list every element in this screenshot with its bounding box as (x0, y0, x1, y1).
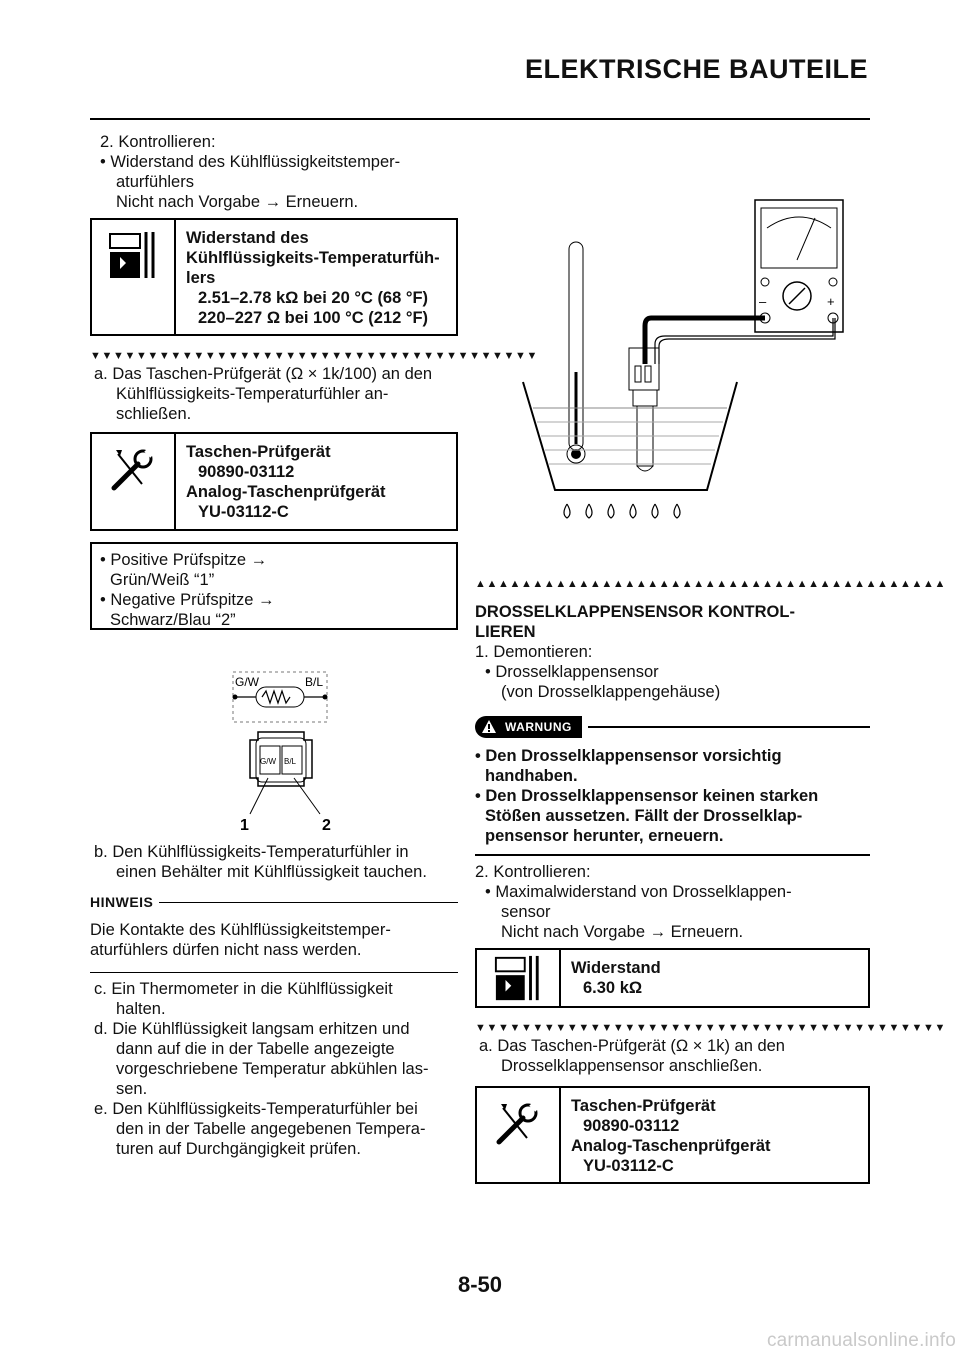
note-divider (90, 972, 458, 973)
spec-label: lers (186, 269, 216, 287)
probe-positive: • Positive Prüfspitze → (100, 551, 268, 569)
connector-diagram (90, 630, 458, 840)
meter-minus: – (759, 294, 767, 309)
step-2-bullet: • Maximalwiderstand von Drosselklappen- (485, 883, 792, 901)
step-1-bullet-cont: (von Drosselklappengehäuse) (501, 683, 721, 701)
step-a: a. Das Taschen-Prüfgerät (Ω × 1k) an den (479, 1037, 785, 1055)
step-d: d. Die Kühlflüssigkeit langsam erhitzen und (94, 1020, 410, 1038)
probe-negative: • Negative Prüfspitze → (100, 591, 275, 609)
step-b: b. Den Kühlflüssigkeits-Temperaturfühler in (94, 843, 409, 861)
probe-positive-color: Grün/Weiß “1” (110, 571, 215, 589)
wrench-tool-icon (92, 434, 176, 529)
step-2-heading: 2. Kontrollieren: (100, 133, 216, 151)
tool-box-pocket-tester (475, 1086, 870, 1184)
watermark: carmanualsonline.info (766, 1330, 956, 1351)
warning-text (475, 746, 870, 846)
step-2-bullet-cont: aturfühlers (116, 173, 194, 191)
step-1-heading: 1. Demontieren: (475, 643, 593, 661)
step-c: c. Ein Thermometer in die Kühlflüssigkeit (94, 980, 393, 998)
step-a: a. Das Taschen-Prüfgerät (Ω × 1k/100) an den (94, 365, 433, 383)
warning-header (475, 716, 870, 738)
step-d-cont: sen. (116, 1080, 148, 1098)
step-2-bullet-result: Nicht nach Vorgabe → Erneuern. (116, 193, 359, 211)
spec-value: 2.51–2.78 kΩ bei 20 °C (68 °F) (198, 289, 429, 307)
wrench-tool-icon (477, 1088, 561, 1182)
ohmmeter-icon (477, 950, 561, 1006)
procedure-end-marker: ▲▲▲▲▲▲▲▲▲▲▲▲▲▲▲▲▲▲▲▲▲▲▲▲▲▲▲▲▲▲▲▲▲▲▲▲▲▲▲▲▲ (475, 578, 946, 590)
tool-number: 90890-03112 (583, 1117, 680, 1135)
step-c-cont: halten. (116, 1000, 166, 1018)
warning-line: Stößen aussetzen. Fällt der Drosselklap- (485, 807, 803, 825)
wire-label-gw: G/W (235, 675, 259, 689)
tool-name: Taschen-Prüfgerät (186, 443, 331, 461)
pin-label-gw: G/W (260, 757, 276, 766)
step-2-bullet-result: Nicht nach Vorgabe → Erneuern. (501, 923, 744, 941)
probe-negative-color: Schwarz/Blau “2” (110, 611, 236, 629)
step-2-heading: 2. Kontrollieren: (475, 863, 591, 881)
warning-line: • Den Drosselklappensensor vorsichtig (475, 747, 782, 765)
tool-name: Analog-Taschenprüfgerät (571, 1137, 771, 1155)
tool-name: Taschen-Prüfgerät (571, 1097, 716, 1115)
warning-label: WARNUNG (505, 720, 572, 734)
pin-label-bl: B/L (284, 757, 297, 766)
step-a-cont: Kühlflüssigkeits-Temperaturfühler an- (116, 385, 389, 403)
note-text: aturfühlers dürfen nicht nass werden. (90, 941, 362, 959)
tool-name: Analog-Taschenprüfgerät (186, 483, 386, 501)
spec-text (176, 220, 450, 334)
tool-number: YU-03112-C (198, 503, 289, 521)
procedure-start-marker: ▼▼▼▼▼▼▼▼▼▼▼▼▼▼▼▼▼▼▼▼▼▼▼▼▼▼▼▼▼▼▼▼▼▼▼▼▼▼▼▼▼ (475, 1022, 946, 1034)
spec-value: 220–227 Ω bei 100 °C (212 °F) (198, 309, 429, 327)
step-e-cont: den in der Tabelle angegebenen Tempera- (116, 1120, 426, 1138)
step-b-cont: einen Behälter mit Kühlflüssigkeit tauchen. (116, 863, 427, 881)
note-header (90, 892, 458, 912)
tool-number: YU-03112-C (583, 1157, 674, 1175)
pin-2-label: 2 (322, 817, 331, 834)
warning-badge (475, 716, 582, 738)
step-a-cont: schließen. (116, 405, 192, 423)
spec-value: 6.30 kΩ (583, 979, 643, 997)
note-label: HINWEIS (90, 894, 154, 910)
thermometer-test-illustration (475, 132, 870, 568)
step-2-bullet-cont: sensor (501, 903, 551, 921)
right-column (475, 132, 946, 1184)
warning-line: handhaben. (485, 767, 578, 785)
test-setup-svg (475, 132, 870, 568)
step-d-cont: dann auf die in der Tabelle angezeigte (116, 1040, 395, 1058)
tool-text (561, 1088, 781, 1182)
section-heading: DROSSELKLAPPENSENSOR KONTROL- (475, 603, 795, 621)
spec-label: Kühlflüssigkeits-Temperaturfüh- (186, 249, 440, 267)
warning-divider (475, 854, 870, 856)
wire-label-bl: B/L (305, 675, 324, 689)
spec-box-resistance (90, 218, 458, 336)
step-2-bullet: • Widerstand des Kühlflüssigkeitstemper- (100, 153, 401, 171)
step-1-bullet: • Drosselklappensensor (485, 663, 659, 681)
warning-icon (481, 719, 497, 735)
pin-1-label: 1 (240, 817, 249, 834)
warning-line: • Den Drosselklappensensor keinen starken (475, 787, 819, 805)
spec-label: Widerstand des (186, 229, 309, 247)
page-number: 8-50 (457, 1272, 503, 1297)
tool-box-pocket-tester (90, 432, 458, 531)
warning-line: pensensor herunter, erneuern. (485, 827, 724, 845)
spec-label: Widerstand (571, 959, 661, 977)
tool-number: 90890-03112 (198, 463, 295, 481)
step-e: e. Den Kühlflüssigkeits-Temperaturfühler bei (94, 1100, 418, 1118)
connector-diagram-svg (90, 630, 458, 840)
meter-plus: + (827, 294, 835, 309)
spec-text (561, 950, 671, 1006)
spec-box-max-resistance (475, 948, 870, 1008)
page-title: ELEKTRISCHE BAUTEILE (524, 54, 868, 84)
tool-text (176, 434, 396, 529)
probe-connection-box (90, 542, 458, 630)
step-a-cont: Drosselklappensensor anschließen. (501, 1057, 763, 1075)
step-e-cont: turen auf Durchgängigkeit prüfen. (116, 1140, 361, 1158)
header-divider (90, 118, 870, 120)
ohmmeter-icon (92, 220, 176, 334)
note-text: Die Kontakte des Kühlflüssigkeitstemper- (90, 921, 391, 939)
section-heading-cont: LIEREN (475, 623, 536, 641)
procedure-start-marker: ▼▼▼▼▼▼▼▼▼▼▼▼▼▼▼▼▼▼▼▼▼▼▼▼▼▼▼▼▼▼▼▼▼▼▼▼▼▼▼ (90, 350, 539, 362)
step-d-cont: vorgeschriebene Temperatur abkühlen las- (116, 1060, 429, 1078)
